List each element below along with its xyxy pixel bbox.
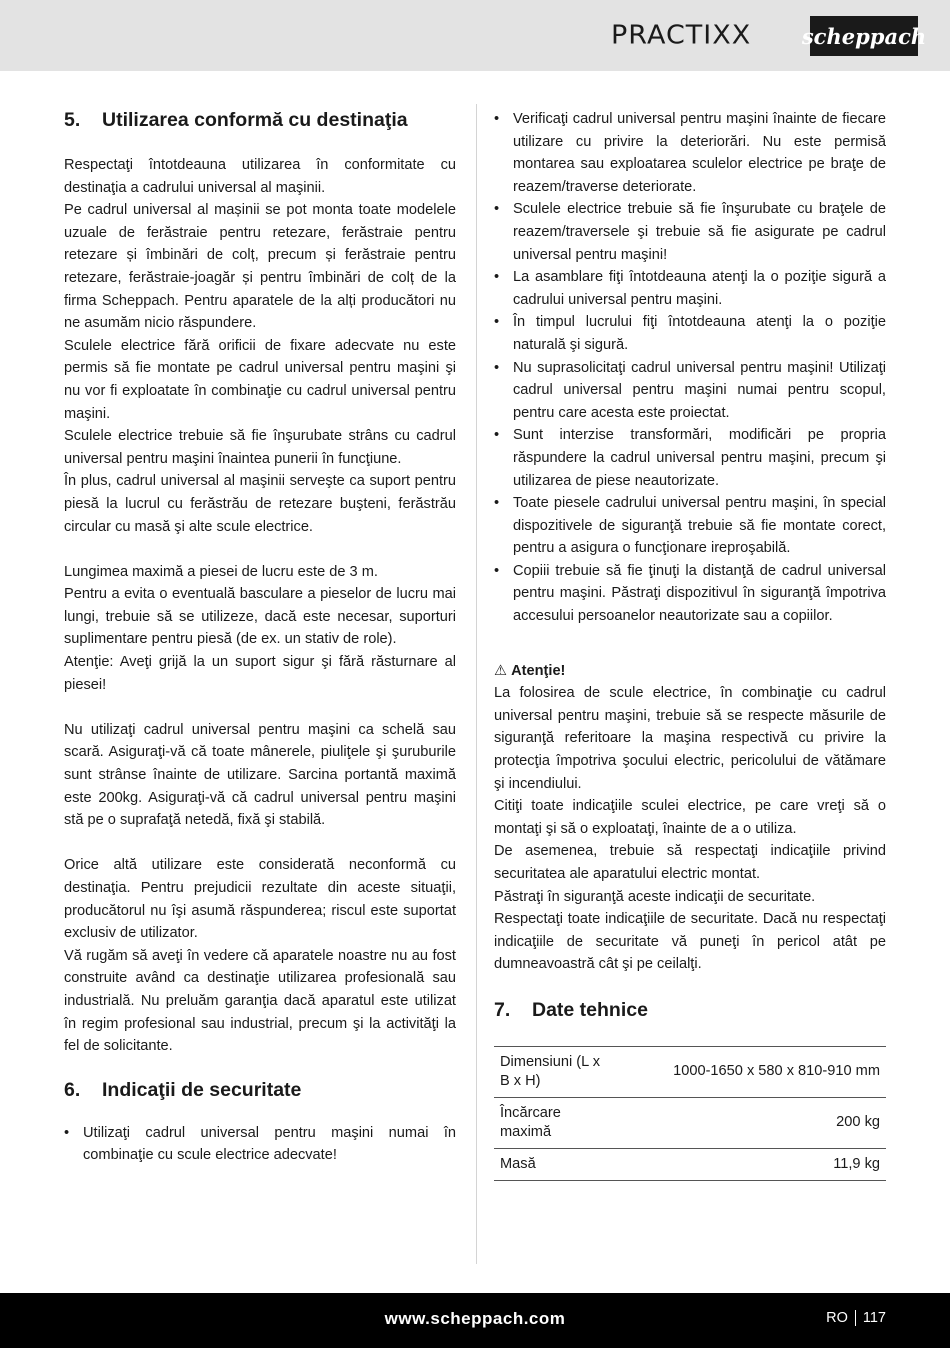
right-column: [494, 108, 886, 1181]
column-divider: [476, 104, 477, 1264]
list-item: • Utilizaţi cadrul universal pentru maşini numai în combinaţie cu scule electrice adecvate!: [64, 1124, 456, 1164]
table-row: [494, 1046, 886, 1097]
safety-list-right: [494, 108, 886, 628]
paragraph: Nu utilizaţi cadrul universal pentru maşini ca schelă sau scară. Asiguraţi-vă că toate mânerele, piuliţele şi şuruburile sunt strânse înainte de utilizare. Sarcina portantă maximă este 200kg. Asiguraţi-vă că cadrul universal pentru maşini stă pe o suprafaţă netedă, fixă şi stabilă.: [64, 721, 456, 829]
warning-paragraph: Citiţi toate indicaţiile sculei electrice, pe care vreţi să o montaţi şi să o exploataţi, înainte de a o utiliza.: [494, 798, 886, 837]
table-cell-value: 11,9 kg: [833, 1155, 880, 1172]
list-item: • Toate piesele cadrului universal pentru maşini, în special dispozitivele de siguranţă trebuie să fie montate corect, pentru a asigura o funcţionare ireproşabilă.: [494, 495, 886, 557]
warning-paragraph: Respectaţi toate indicaţiile de securitate. Dacă nu respectaţi indicaţiile de securitate vă puneţi în pericol atât pe dumneavoastră cât şi pe ceilalţi.: [494, 911, 886, 973]
warning-paragraph: La folosirea de scule electrice, în combinaţie cu cadrul universal pentru maşini, trebuie să se respecte măsurile de siguranţă referitoare la maşina respectivă cu privire la protecţia împotriva şocului electric, pericolului de vătămare şi incendiului.: [494, 685, 886, 792]
table-row: [494, 1148, 886, 1180]
warning-title: Atenţie!: [511, 662, 566, 679]
section-7-heading: [494, 998, 886, 1022]
footer-band: [0, 1293, 950, 1348]
section-6-heading: [64, 1078, 456, 1102]
section-6-number: 6.: [64, 1078, 81, 1101]
paragraph: Vă rugăm să aveţi în vedere că aparatele noastre nu au fost construite având ca destinaţie utilizarea profesională sau industrială. Nu preluăm garanţia dacă aparatul este utilizat în regim profesional sau industrial, precum şi la activităţi la fel de solicitante.: [64, 947, 456, 1055]
paragraph: Pe cadrul universal al mașinii se pot monta toate modelele uzuale de ferăstraie pentru retezare, ferăstraie pentru retezare și îmbinări de colț, precum și ferăstraie pentru retezare, ferăstraie-joagăr și pentru îmbinări de colț de la firma Scheppach. Pentru aparatele de la alți producători nu ne asumăm nicio răspundere.: [64, 202, 456, 332]
list-item: • Copiii trebuie să fie ţinuţi la distanţă de cadrul universal pentru maşini. Păstraţi dispozitivul în siguranţă împotriva accesului persoanelor neautorizate sau a copiilor.: [494, 562, 886, 625]
list-item: • Verificaţi cadrul universal pentru maşini înainte de fiecare utilizare cu privire la deteriorări. Nu este permisă montarea sau exploatarea sculelor electrice pe braţe de reazem/traverse deteriorate.: [494, 111, 886, 195]
divider: [855, 1310, 856, 1326]
practixx-logo: PRACTIXX: [611, 20, 752, 51]
header-band: [0, 0, 950, 71]
paragraph: Lungimea maximă a piesei de lucru este de 3 m.: [64, 563, 378, 580]
section-7-number: 7.: [494, 998, 511, 1021]
table-cell-value: 1000-1650 x 580 x 810-910 mm: [673, 1063, 880, 1080]
table-cell-value: 200 kg: [836, 1114, 880, 1131]
scheppach-logo: scheppach: [810, 16, 918, 56]
table-cell-label: Dimensiuni (L x B x H): [500, 1053, 601, 1089]
table-cell-label: Masă: [500, 1155, 536, 1172]
paragraph: Respectaţi întotdeauna utilizarea în conformitate cu destinaţia a cadrului universal al maşinii.: [64, 157, 456, 196]
table-row: [494, 1097, 886, 1148]
technical-data-table: [494, 1046, 886, 1181]
section-7-title: Date tehnice: [532, 998, 648, 1021]
paragraph: Sculele electrice trebuie să fie înşurubate strâns cu cadrul universal pentru maşini înaintea punerii în funcţiune.: [64, 428, 456, 467]
left-column: [64, 108, 456, 1167]
list-item: • Nu suprasolicitaţi cadrul universal pentru maşini! Utilizaţi cadrul universal pentru maşini numai pentru scopul, pentru care acesta este proiectat.: [494, 359, 886, 421]
section-6-title: Indicaţii de securitate: [102, 1078, 302, 1101]
paragraph: Orice altă utilizare este considerată neconformă cu destinaţia. Pentru prejudicii rezultate din aceste situaţii, producătorul nu îşi asumă răspunderea; riscul este suportat exclusiv de utilizator.: [64, 857, 456, 942]
safety-list-left: [64, 1122, 456, 1167]
paragraph: Atenţie: Aveţi grijă la un suport sigur şi fără răsturnare al piesei!: [64, 654, 456, 693]
paragraph: În plus, cadrul universal al maşinii serveşte ca suport pentru piesă la lucrul cu ferăstrău de retezare buşteni, ferăstrău circular cu masă şi alte scule electrice.: [64, 473, 456, 535]
section-5-heading: [64, 108, 456, 132]
warning-paragraph: Păstraţi în siguranţă aceste indicaţii de securitate.: [494, 888, 816, 905]
table-cell-label: Încărcare maximă: [500, 1104, 561, 1140]
website-link[interactable]: www.scheppach.com: [384, 1309, 566, 1328]
warning-heading: [494, 660, 886, 683]
paragraph: Pentru a evita o eventuală basculare a pieselor de lucru mai lungi, trebuie să se utilizeze, dacă este necesar, suporturi suplimentare pentru piesă (de ex. un stativ de role).: [64, 586, 456, 648]
page-number: 117: [862, 1310, 886, 1326]
page-indicator: [826, 1310, 886, 1326]
warning-paragraph: De asemenea, trebuie să respectaţi indicaţiile privind securitatea ale aparatului electric montat.: [494, 843, 886, 882]
section-5-title: Utilizarea conformă cu destinaţia: [102, 109, 408, 131]
list-item: • Sunt interzise transformări, modificări pe propria răspundere la cadrul universal pentru maşini, precum şi utilizarea de piese neautorizate.: [494, 427, 886, 489]
section-5-number: 5.: [64, 109, 81, 131]
list-item: • În timpul lucrului fiţi întotdeauna atenţi la o poziţie naturală şi sigură.: [494, 314, 886, 353]
paragraph: Sculele electrice fără orificii de fixare adecvate nu este permis să fie montate pe cadrul universal pentru maşini şi nu vor fi exploatate în combinaţie cu cadrul universal pentru maşini.: [64, 337, 456, 422]
list-item: • La asamblare fiţi întotdeauna atenţi la o poziţie sigură a cadrului universal pentru maşini.: [494, 269, 886, 308]
language-code: RO: [826, 1310, 848, 1326]
list-item: • Sculele electrice trebuie să fie înşurubate cu braţele de reazem/traversele şi trebuie să fie asigurate pe cadrul universal pentru maşini!: [494, 201, 886, 263]
warning-triangle-icon: ⚠: [494, 662, 508, 679]
